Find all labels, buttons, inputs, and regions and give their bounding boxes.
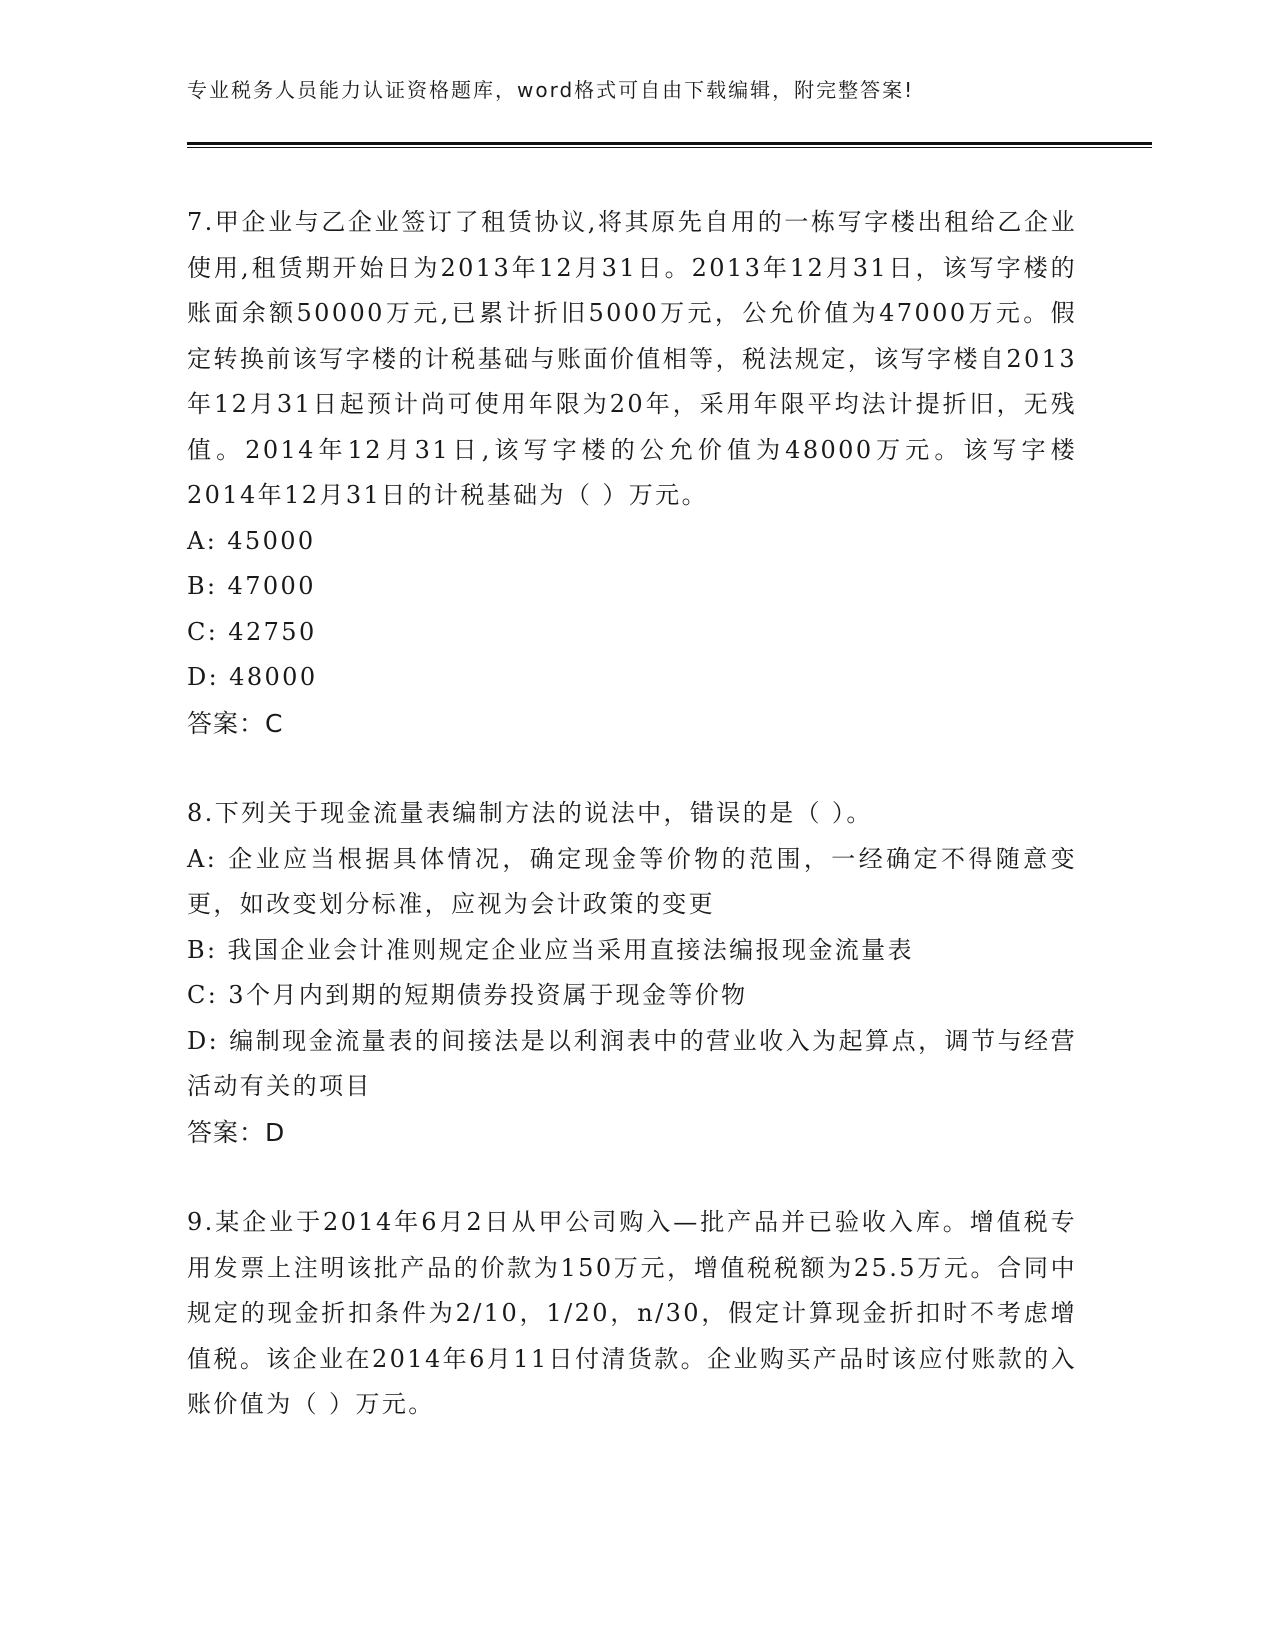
option-a: A: 45000	[187, 526, 316, 555]
option-c: C: 42750	[187, 617, 317, 646]
option-d: D: 编制现金流量表的间接法是以利润表中的营业收入为起算点，调节与经营活动有关的项目	[187, 1026, 1077, 1100]
question-8	[187, 791, 1077, 1155]
answer-label: 答案：D	[187, 1117, 286, 1147]
question-list	[187, 200, 1077, 1428]
question-stem: 7.甲企业与乙企业签订了租赁协议,将其原先自用的一栋写字楼出租给乙企业使用,租赁期开始日为2013年12月31日。2013年12月31日，该写字楼的账面余额50000万元,已累计折旧5000万元，公允价值为47000万元。假定转换前该写字楼的计税基础与账面价值相等，税法规定，该写字楼自2013年12月31日起预计尚可使用年限为20年，采用年限平均法计提折旧，无残值。2014年12月31日,该写字楼的公允价值为48000万元。该写字楼2014年12月31日的计税基础为（ ）万元。	[187, 208, 1077, 509]
answer-label: 答案：C	[187, 708, 284, 738]
page-header: 专业税务人员能力认证资格题库，word格式可自由下载编辑，附完整答案!	[187, 78, 915, 102]
question-7	[187, 200, 1077, 746]
question-9	[187, 1200, 1077, 1428]
option-b: B: 47000	[187, 572, 316, 600]
option-a: A: 企业应当根据具体情况，确定现金等价物的范围，一经确定不得随意变更，如改变划分标准，应视为会计政策的变更	[187, 844, 1077, 918]
question-stem: 9.某企业于2014年6月2日从甲公司购入—批产品并已验收入库。增值税专用发票上注明该批产品的价款为150万元，增值税税额为25.5万元。合同中规定的现金折扣条件为2/10，1/20，n/30，假定计算现金折扣时不考虑增值税。该企业在2014年6月11日付清货款。企业购买产品时该应付账款的入账价值为（ ）万元。	[187, 1208, 1077, 1418]
question-stem: 8.下列关于现金流量表编制方法的说法中，错误的是（ ）。	[187, 799, 873, 827]
header-divider	[187, 142, 1152, 148]
option-b: B: 我国企业会计准则规定企业应当采用直接法编报现金流量表	[187, 935, 914, 964]
option-d: D: 48000	[187, 663, 318, 691]
option-c: C: 3个月内到期的短期债券投资属于现金等价物	[187, 981, 748, 1009]
